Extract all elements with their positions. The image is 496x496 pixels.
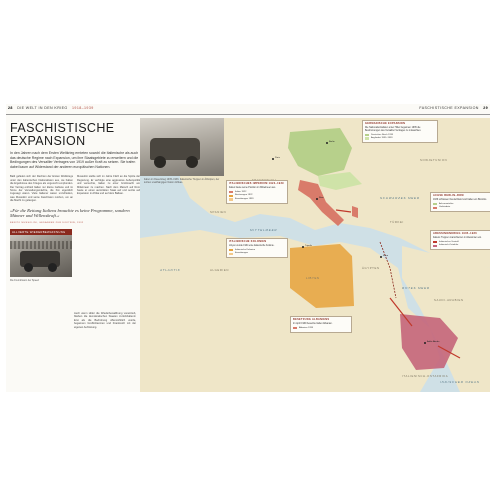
- article-intro: In den Jahren nach dem Ersten Weltkrieg ernteten sowohl die Italienische als auch das deutsche Regime nach Expansion, um ihre Staatsgebiete zu erweitern und die Bedingungen des Versailler Vertrages von 1919 außer Kraft zu setzen. Sie trafen dabei kaum auf Widerstand der anderen europäischen Nationen.: [10, 151, 139, 169]
- infobox-germany-title: GERMANISCHE EXPANSION: [365, 122, 406, 125]
- city-tripoli: Tripolis: [305, 245, 312, 247]
- infobox-alliance: [430, 192, 490, 212]
- city-addis-ababa: Addis Abeba: [427, 341, 440, 343]
- city-paris: Paris: [275, 157, 280, 159]
- legend-label: Deutsches Reich 1933: [371, 133, 394, 136]
- legend-row: [433, 244, 489, 247]
- quote-source: BENITO MUSSOLINI, GEDANKEN ZUR DOKTRIN, 1932: [10, 222, 84, 225]
- infobox-libya-text: Libyen wurde 1934 eine italienische Kolonie.: [229, 244, 275, 247]
- land-label-east-africa: ITALIENISCH-OSTAFRIKA: [402, 374, 449, 378]
- infobox-albania-text: Im April 1939 besetzte Italien Albanien.: [293, 322, 333, 325]
- legend-label: Italienisch-Ostafrika: [439, 244, 459, 247]
- city-cairo: Kairo: [383, 255, 389, 257]
- legend-row: [365, 134, 435, 137]
- infobox-libya: [226, 238, 288, 258]
- land-label-soviet-union: SOWJETUNION: [420, 158, 448, 162]
- hero-wheel: [186, 156, 198, 168]
- legend-label: Besitzungen 1922: [235, 194, 253, 197]
- infobox-alliance-title: ACHSE BERLIN–ROM: [433, 194, 464, 197]
- legend-label: Italienische Kolonien: [235, 248, 256, 251]
- expansion-map: [140, 118, 490, 392]
- city-dot-berlin: [326, 142, 328, 144]
- article-column: [10, 118, 140, 388]
- left-years: 1918–1939: [72, 106, 94, 110]
- legend-label: Verbündete: [439, 206, 451, 209]
- hero-caption: Italien im Dauerkrieg 1935–1936. Italienische Truppen in Äthiopien, der letzten unabhängigen Nation Afrikas.: [144, 178, 220, 184]
- legend-swatch: [229, 191, 233, 194]
- legend-row: [365, 137, 435, 140]
- city-rome: Rom: [319, 197, 324, 199]
- article-title: FASCHISTISCHE EXPANSION: [10, 121, 115, 148]
- land-label-libya: LIBYEN: [306, 276, 320, 280]
- lower-body-text: Auch wenn Hitler die Wiederbewaffnung vorantrieb, blieben die demokratischen Staaten zurückhaltend. Erst als die Bedrohung offensichtlich wurde, begannen Großbritannien und Frankreich mit der eigenen Aufrüstung.: [74, 312, 136, 329]
- hero-wheel: [154, 156, 166, 168]
- infobox-albania-title: BESETZUNG ALBANIENS: [293, 318, 330, 321]
- photo-wheel: [48, 263, 57, 272]
- pull-quote: »Für die Rettung Italiens brauchte es keine Programme, sondern Männer und Willenskraft.«: [10, 207, 130, 219]
- hero-photo: [140, 118, 224, 176]
- photo-caption: Die Fremdmann der Speed: [10, 279, 39, 283]
- infobox-alliance-text: 1936 schlossen Deutschland und Italien ein Bündnis.: [433, 198, 487, 201]
- legend-row: [433, 206, 489, 209]
- body-col-1: Bald gefielen sich der Rechten der Ersten Weltkriegs unter den italienischen Nationalisten aus, sie haben die Ergebnisse des Krieges als ungerecht empfunden. Der Vertrag enthielt Italien nur kleine Gebiete und im Sinne der Verwaltungsmächte, die ihm eigentlich zugesagt waren. Viele Italiener waren unzufrieden, was Mussolini und seine Faschisten nutzten, um an die Macht zu gelangen.: [10, 175, 73, 203]
- legend-row: [229, 252, 285, 255]
- legend-swatch: [433, 245, 437, 248]
- body-columns: [10, 175, 140, 202]
- right-section-title: FASCHISTISCHE EXPANSION: [419, 106, 479, 110]
- legend-label: Italien 1922: [235, 190, 247, 193]
- land-label-saudi-arabia: SAUDI-ARABIEN: [434, 298, 464, 302]
- sea-label-atlantic: ATLANTIK: [160, 268, 181, 272]
- legend-row: [293, 327, 349, 330]
- city-dot-rome: [316, 198, 318, 200]
- left-page-number: 28: [8, 106, 13, 110]
- legend-swatch: [433, 241, 437, 244]
- rearmament-photo: [10, 235, 72, 277]
- legend-swatch: [293, 327, 297, 330]
- body-col-2: Mussolini stellte sich im Jahre 1922 an die Spitze der Regierung. Er verfolgte eine aggressive Außenpolitik und versuchte, Italien zu einer Großmacht am Mittelmeer zu machen. Nach dem Marsch auf Rom baute er einen autoritären Staat auf und setzte auf Expansion in Afrika und auf dem Balkan.: [77, 175, 140, 196]
- city-dot-paris: [272, 158, 274, 160]
- infobox-italy: [226, 180, 288, 204]
- legend-label: Albanien 1939: [299, 326, 313, 329]
- legend-swatch: [433, 203, 437, 206]
- land-label-egypt: ÄGYPTEN: [362, 266, 380, 270]
- photo-crowd: [10, 241, 72, 249]
- sea-label-mediterranean: MITTELMEER: [250, 228, 278, 232]
- infobox-abyssinia-text: Italiens Truppen marschierten in Abessinien ein.: [433, 236, 482, 239]
- sea-label-red-sea: ROTES MEER: [402, 286, 430, 290]
- region-albania: [352, 206, 358, 218]
- book-spread: [6, 104, 490, 392]
- header-rule: [6, 114, 490, 115]
- legend-swatch: [229, 249, 233, 252]
- legend-swatch: [365, 137, 369, 140]
- infobox-italy-title: ITALIENISCHES IMPERIUM 1922–1939: [229, 182, 284, 185]
- photo-wheel: [24, 263, 33, 272]
- legend-label: Italienischer Vorstoß: [439, 240, 459, 243]
- city-berlin: Berlin: [329, 141, 335, 143]
- legend-row: [229, 198, 285, 201]
- legend-label: Achsenmächte: [439, 202, 454, 205]
- legend-swatch: [229, 195, 233, 198]
- legend-swatch: [433, 207, 437, 210]
- legend-label: Erwerbungen 1939: [235, 198, 254, 201]
- legend-swatch: [229, 198, 233, 201]
- left-section-title: DIE WELT IN DEN KRIEG: [17, 106, 68, 110]
- city-dot-addis-ababa: [424, 342, 426, 344]
- infobox-abyssinia-title: ABESSINIENKRIEG 1935–1936: [433, 232, 477, 235]
- right-page-number: 29: [483, 106, 488, 110]
- legend-label: Angliedert 1935–1939: [371, 137, 393, 140]
- sea-label-indian-ocean: INDISCHER OZEAN: [440, 380, 480, 384]
- infobox-germany: [362, 120, 438, 143]
- header-right: [419, 106, 488, 110]
- infobox-albania: [290, 316, 352, 333]
- infobox-abyssinia: [430, 230, 490, 250]
- infobox-germany-text: Die Nationalsozialisten unter Hitler begannen 1935 die Bestimmungen des Versailler Vertrages zu missachten.: [365, 126, 422, 132]
- city-dot-tripoli: [302, 246, 304, 248]
- land-label-algeria: ALGERIEN: [210, 268, 229, 272]
- sea-label-black-sea: SCHWARZES MEER: [380, 196, 420, 200]
- land-label-turkey: TÜRKEI: [390, 220, 404, 224]
- land-label-spain: SPANIEN: [210, 210, 227, 214]
- legend-swatch: [229, 253, 233, 256]
- legend-row: [229, 194, 285, 197]
- header-left: [8, 106, 94, 110]
- legend-swatch: [365, 134, 369, 137]
- rearmament-photo-box: [10, 229, 72, 282]
- page-header: [6, 104, 490, 114]
- city-dot-cairo: [380, 256, 382, 258]
- photo-label: ALLIIERTE WIEDERBEWAFFNUNG: [10, 229, 72, 235]
- legend-label: Erwerbungen: [235, 252, 249, 255]
- infobox-italy-text: Italien baute seine Position im Mittelmeer aus.: [229, 186, 276, 189]
- infobox-libya-title: ITALIENISCHE KOLONIEN: [229, 240, 267, 243]
